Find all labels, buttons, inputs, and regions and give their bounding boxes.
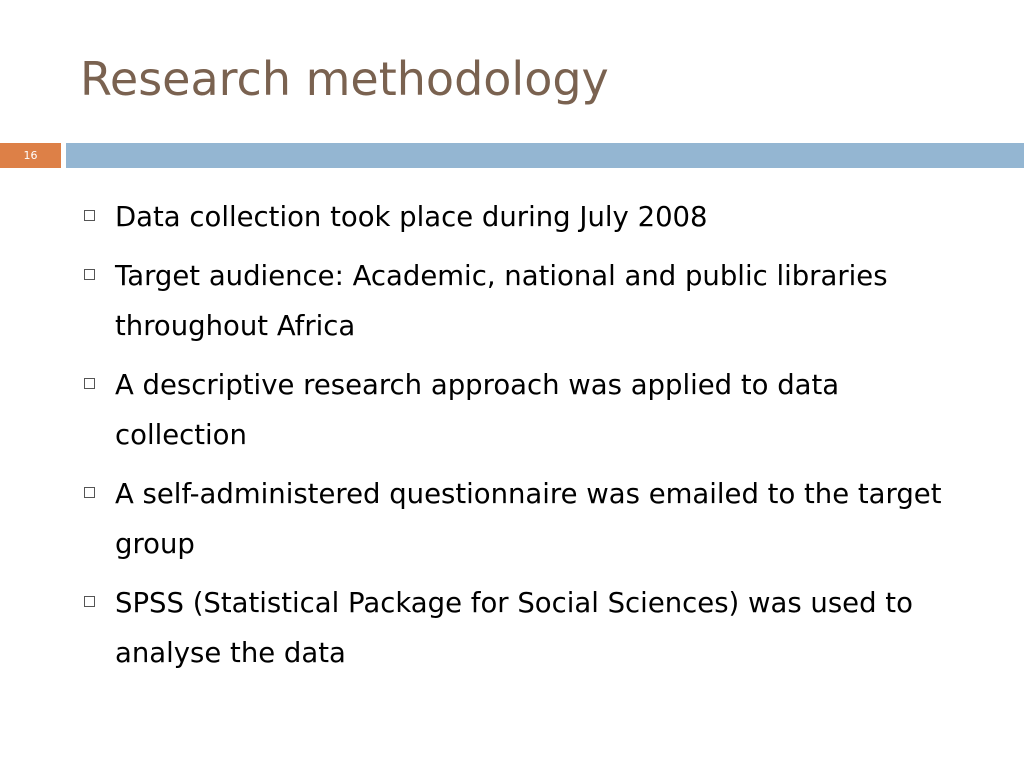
bullet-text: A descriptive research approach was applied to data collection bbox=[115, 369, 840, 451]
bullet-text: A self-administered questionnaire was emailed to the target group bbox=[115, 478, 942, 560]
square-bullet-icon bbox=[84, 269, 95, 280]
bullet-item bbox=[80, 192, 960, 242]
bullet-item bbox=[80, 469, 960, 569]
square-bullet-icon bbox=[84, 210, 95, 221]
square-bullet-icon bbox=[84, 596, 95, 607]
slide-title: Research methodology bbox=[80, 52, 609, 106]
bullet-item bbox=[80, 360, 960, 460]
bullet-text: Target audience: Academic, national and public libraries throughout Africa bbox=[115, 260, 888, 342]
header-bar bbox=[66, 143, 1024, 168]
bullet-list bbox=[80, 192, 960, 687]
slide-number: 16 bbox=[0, 143, 61, 168]
square-bullet-icon bbox=[84, 487, 95, 498]
bullet-text: Data collection took place during July 2008 bbox=[115, 201, 708, 233]
bullet-text: SPSS (Statistical Package for Social Sciences) was used to analyse the data bbox=[115, 587, 913, 669]
bullet-item bbox=[80, 578, 960, 678]
square-bullet-icon bbox=[84, 378, 95, 389]
bullet-item bbox=[80, 251, 960, 351]
